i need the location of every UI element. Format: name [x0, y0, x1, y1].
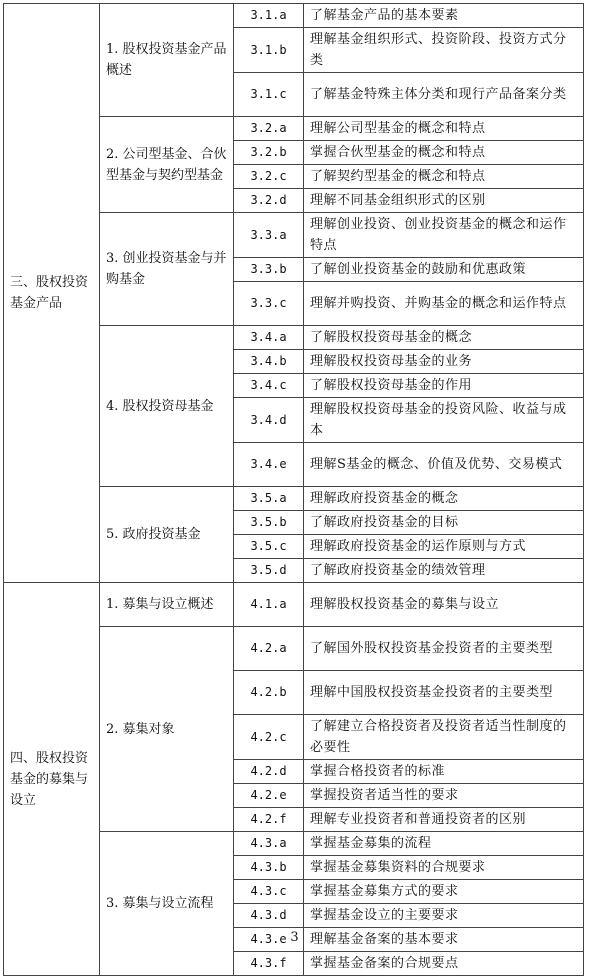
item-description: 掌握合伙型基金的概念和特点 [304, 141, 584, 165]
item-description: 理解政府投资基金的概念 [304, 487, 584, 511]
item-description: 理解股权投资母基金的投资风险、收益与成本 [304, 398, 584, 443]
table-row [4, 4, 584, 28]
item-code: 3.4.b [234, 350, 304, 374]
subsection-title: 3. 募集与设立流程 [100, 832, 234, 976]
item-description: 掌握基金设立的主要要求 [304, 904, 584, 928]
item-description: 掌握基金募集资料的合规要求 [304, 856, 584, 880]
item-code: 3.1.c [234, 73, 304, 117]
item-code: 4.2.c [234, 715, 304, 760]
item-description: 了解契约型基金的概念和特点 [304, 165, 584, 189]
item-description: 理解股权投资基金的募集与设立 [304, 583, 584, 627]
item-description: 理解公司型基金的概念和特点 [304, 117, 584, 141]
item-description: 了解基金产品的基本要素 [304, 4, 584, 28]
subsection-title: 1. 募集与设立概述 [100, 583, 234, 627]
item-code: 3.2.d [234, 189, 304, 213]
item-code: 4.3.f [234, 952, 304, 976]
item-description: 理解并购投资、并购基金的概念和运作特点 [304, 282, 584, 326]
item-code: 3.4.c [234, 374, 304, 398]
subsection-title: 2. 公司型基金、合伙型基金与契约型基金 [100, 117, 234, 213]
item-code: 3.5.d [234, 559, 304, 583]
subsection-title: 3. 创业投资基金与并购基金 [100, 213, 234, 326]
item-code: 3.2.c [234, 165, 304, 189]
item-description: 理解基金备案的基本要求 [304, 928, 584, 952]
item-description: 了解基金特殊主体分类和现行产品备案分类 [304, 73, 584, 117]
item-code: 3.4.d [234, 398, 304, 443]
item-code: 3.2.b [234, 141, 304, 165]
item-description: 理解股权投资母基金的业务 [304, 350, 584, 374]
item-description: 理解不同基金组织形式的区别 [304, 189, 584, 213]
item-code: 4.3.a [234, 832, 304, 856]
page-number: 3 [290, 930, 299, 945]
subsection-title: 2. 募集对象 [100, 627, 234, 832]
item-description: 了解股权投资母基金的作用 [304, 374, 584, 398]
subsection-title: 5. 政府投资基金 [100, 487, 234, 583]
item-code: 4.3.e [234, 928, 304, 952]
item-code: 4.2.f [234, 808, 304, 832]
item-code: 3.3.b [234, 258, 304, 282]
item-description: 掌握投资者适当性的要求 [304, 784, 584, 808]
syllabus-table [3, 3, 584, 976]
table-row [4, 583, 584, 627]
item-code: 3.2.a [234, 117, 304, 141]
item-code: 3.5.a [234, 487, 304, 511]
item-code: 3.4.e [234, 443, 304, 487]
item-description: 掌握基金备案的合规要点 [304, 952, 584, 976]
item-description: 了解建立合格投资者及投资者适当性制度的必要性 [304, 715, 584, 760]
item-description: 了解创业投资基金的鼓励和优惠政策 [304, 258, 584, 282]
item-description: 掌握基金募集方式的要求 [304, 880, 584, 904]
item-code: 3.3.c [234, 282, 304, 326]
section-title: 四、股权投资基金的募集与设立 [4, 583, 100, 976]
item-description: 理解基金组织形式、投资阶段、投资方式分类 [304, 28, 584, 73]
item-description: 理解中国股权投资基金投资者的主要类型 [304, 671, 584, 715]
item-code: 4.2.e [234, 784, 304, 808]
section-title: 三、股权投资基金产品 [4, 4, 100, 583]
item-description: 了解股权投资母基金的概念 [304, 326, 584, 350]
item-code: 4.2.a [234, 627, 304, 671]
subsection-title: 1. 股权投资基金产品概述 [100, 4, 234, 117]
item-code: 4.2.b [234, 671, 304, 715]
item-description: 掌握基金募集的流程 [304, 832, 584, 856]
item-code: 3.1.b [234, 28, 304, 73]
item-code: 3.1.a [234, 4, 304, 28]
item-description: 理解创业投资、创业投资基金的概念和运作特点 [304, 213, 584, 258]
item-description: 了解国外股权投资基金投资者的主要类型 [304, 627, 584, 671]
item-description: 掌握合格投资者的标准 [304, 760, 584, 784]
item-code: 4.1.a [234, 583, 304, 627]
item-code: 4.2.d [234, 760, 304, 784]
item-description: 理解S基金的概念、价值及优势、交易模式 [304, 443, 584, 487]
item-code: 4.3.c [234, 880, 304, 904]
item-description: 理解政府投资基金的运作原则与方式 [304, 535, 584, 559]
item-description: 了解政府投资基金的目标 [304, 511, 584, 535]
item-code: 4.3.b [234, 856, 304, 880]
item-description: 了解政府投资基金的绩效管理 [304, 559, 584, 583]
item-code: 3.3.a [234, 213, 304, 258]
subsection-title: 4. 股权投资母基金 [100, 326, 234, 487]
item-code: 3.5.c [234, 535, 304, 559]
item-code: 3.5.b [234, 511, 304, 535]
item-description: 理解专业投资者和普通投资者的区别 [304, 808, 584, 832]
item-code: 4.3.d [234, 904, 304, 928]
item-code: 3.4.a [234, 326, 304, 350]
